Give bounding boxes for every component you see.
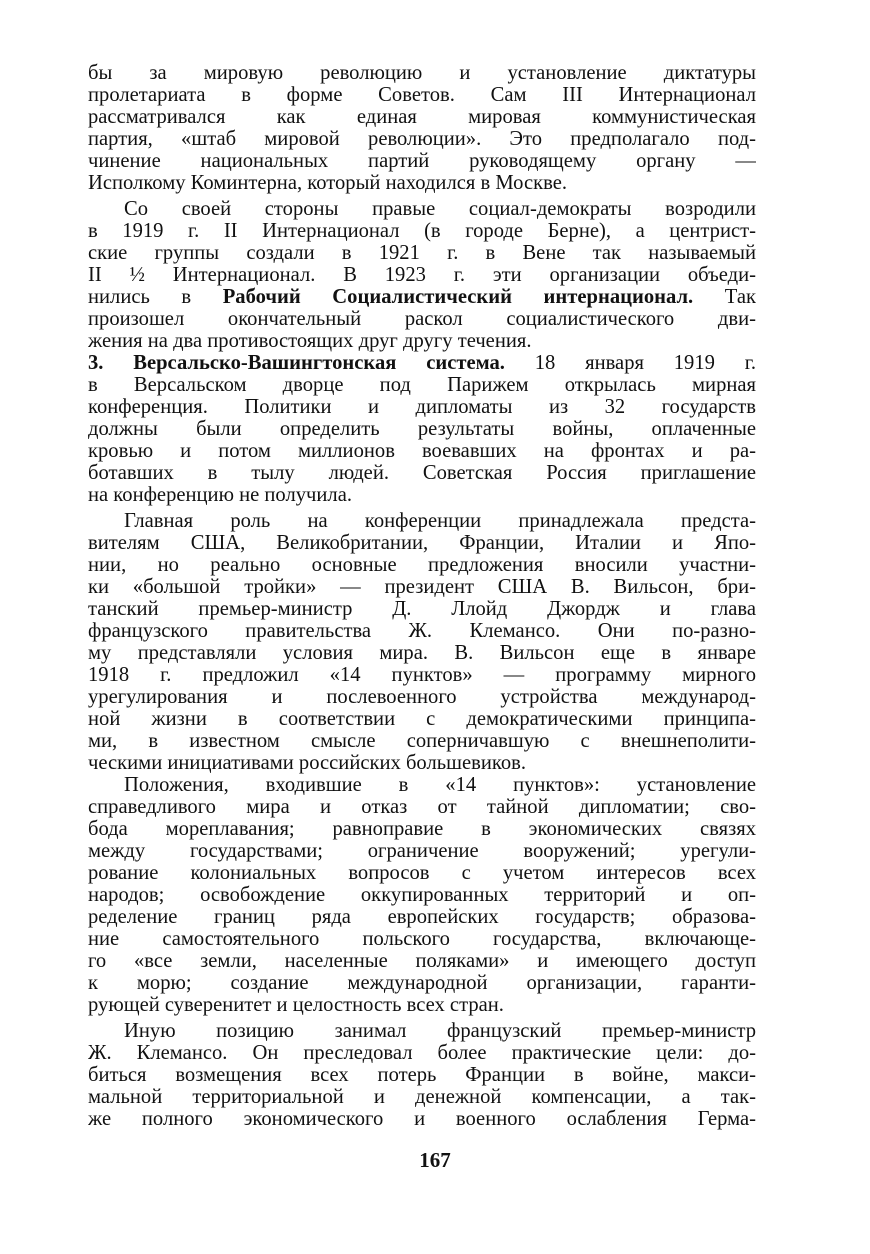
paragraph-5 xyxy=(88,774,756,1016)
text-fragment: Так xyxy=(693,286,756,308)
text-line: Со своей стороны правые социал-демократы возродили xyxy=(124,198,756,220)
text-line: Иную позицию занимал французский премьер-министр xyxy=(124,1020,756,1042)
text-line: ческими инициативами российских большевиков. xyxy=(88,752,526,774)
text-line: ной жизни в соответствии с демократическими принципа- xyxy=(88,708,756,730)
bold-term-labour-socialist-international: Рабочий Социалистический интернационал. xyxy=(222,286,694,308)
text-line: справедливого мира и отказ от тайной дипломатии; сво- xyxy=(88,796,756,818)
text-line: в Версальском дворце под Парижем открылась мирная xyxy=(88,374,756,396)
text-line: урегулирования и послевоенного устройства международ- xyxy=(88,686,756,708)
text-line: французского правительства Ж. Клемансо. Они по-разно- xyxy=(88,620,756,642)
text-line: пролетариата в форме Советов. Сам III Интернационал xyxy=(88,84,756,106)
text-line: Положения, входившие в «14 пунктов»: установление xyxy=(124,774,756,796)
text-line: на конференцию не получила. xyxy=(88,484,352,506)
page-number: 167 xyxy=(419,1148,451,1172)
text-line: нии, но реально основные предложения вносили участни- xyxy=(88,554,756,576)
paragraph-6 xyxy=(88,1020,756,1130)
text-line: мальной территориальной и денежной компенсации, а так- xyxy=(88,1086,756,1108)
text-line: ределение границ ряда европейских государств; образова- xyxy=(88,906,756,928)
text-line: Исполкому Коминтерна, который находился в Москве. xyxy=(88,172,568,194)
text-line: жения на два противостоящих друг другу течения. xyxy=(88,330,532,352)
text-line: конференция. Политики и дипломаты из 32 государств xyxy=(88,396,756,418)
text-line: биться возмещения всех потерь Франции в войне, макси- xyxy=(88,1064,756,1086)
text-line: же полного экономического и военного ослабления Герма- xyxy=(88,1108,756,1130)
paragraph-1 xyxy=(88,62,756,194)
section-heading: 3. Версальско-Вашингтонская система. xyxy=(88,352,505,374)
text-line: произошел окончательный раскол социалистического дви- xyxy=(88,308,756,330)
text-line: го «все земли, населенные поляками» и имеющего доступ xyxy=(88,950,756,972)
text-line: Ж. Клемансо. Он преследовал более практические цели: до- xyxy=(88,1042,756,1064)
text-line: ботавших в тылу людей. Советская Россия приглашение xyxy=(88,462,756,484)
text-line: должны были определить результаты войны, оплаченные xyxy=(88,418,756,440)
text-line: кровью и потом миллионов воевавших на фронтах и ра- xyxy=(88,440,756,462)
page-body xyxy=(88,62,756,1130)
text-line: вителям США, Великобритании, Франции, Италии и Япо- xyxy=(88,532,756,554)
text-line: танский премьер-министр Д. Ллойд Джордж и глава xyxy=(88,598,756,620)
text-line: рование колониальных вопросов с учетом интересов всех xyxy=(88,862,756,884)
text-line: бода мореплавания; равноправие в экономических связях xyxy=(88,818,756,840)
section-heading-line xyxy=(88,352,756,374)
text-line: чинение национальных партий руководящему органу — xyxy=(88,150,756,172)
text-line: в 1919 г. II Интернационал (в городе Берне), а центрист- xyxy=(88,220,756,242)
text-line: 1918 г. предложил «14 пунктов» — программу мирного xyxy=(88,664,756,686)
text-line: к морю; создание международной организации, гаранти- xyxy=(88,972,756,994)
paragraph-3 xyxy=(88,352,756,506)
text-line: ские группы создали в 1921 г. в Вене так называемый xyxy=(88,242,756,264)
text-fragment: 18 января 1919 г. xyxy=(504,352,756,374)
paragraph-4 xyxy=(88,510,756,774)
text-line-with-bold-term xyxy=(88,286,756,308)
text-line: рующей суверенитет и целостность всех стран. xyxy=(88,994,504,1016)
text-line: бы за мировую революцию и установление диктатуры xyxy=(88,62,756,84)
text-line: Главная роль на конференции принадлежала предста- xyxy=(124,510,756,532)
text-line: ки «большой тройки» — президент США В. Вильсон, бри- xyxy=(88,576,756,598)
text-line: партия, «штаб мировой революции». Это предполагало под- xyxy=(88,128,756,150)
text-line: народов; освобождение оккупированных территорий и оп- xyxy=(88,884,756,906)
text-line: му представляли условия мира. В. Вильсон еще в январе xyxy=(88,642,756,664)
text-fragment: нились в xyxy=(88,286,223,308)
text-line: рассматривался как единая мировая коммунистическая xyxy=(88,106,756,128)
paragraph-2 xyxy=(88,198,756,352)
text-line: ние самостоятельного польского государства, включающе- xyxy=(88,928,756,950)
text-line: ми, в известном смысле соперничавшую с внешнеполити- xyxy=(88,730,756,752)
text-line: между государствами; ограничение вооружений; урегули- xyxy=(88,840,756,862)
text-line: II ½ Интернационал. В 1923 г. эти организации объеди- xyxy=(88,264,756,286)
